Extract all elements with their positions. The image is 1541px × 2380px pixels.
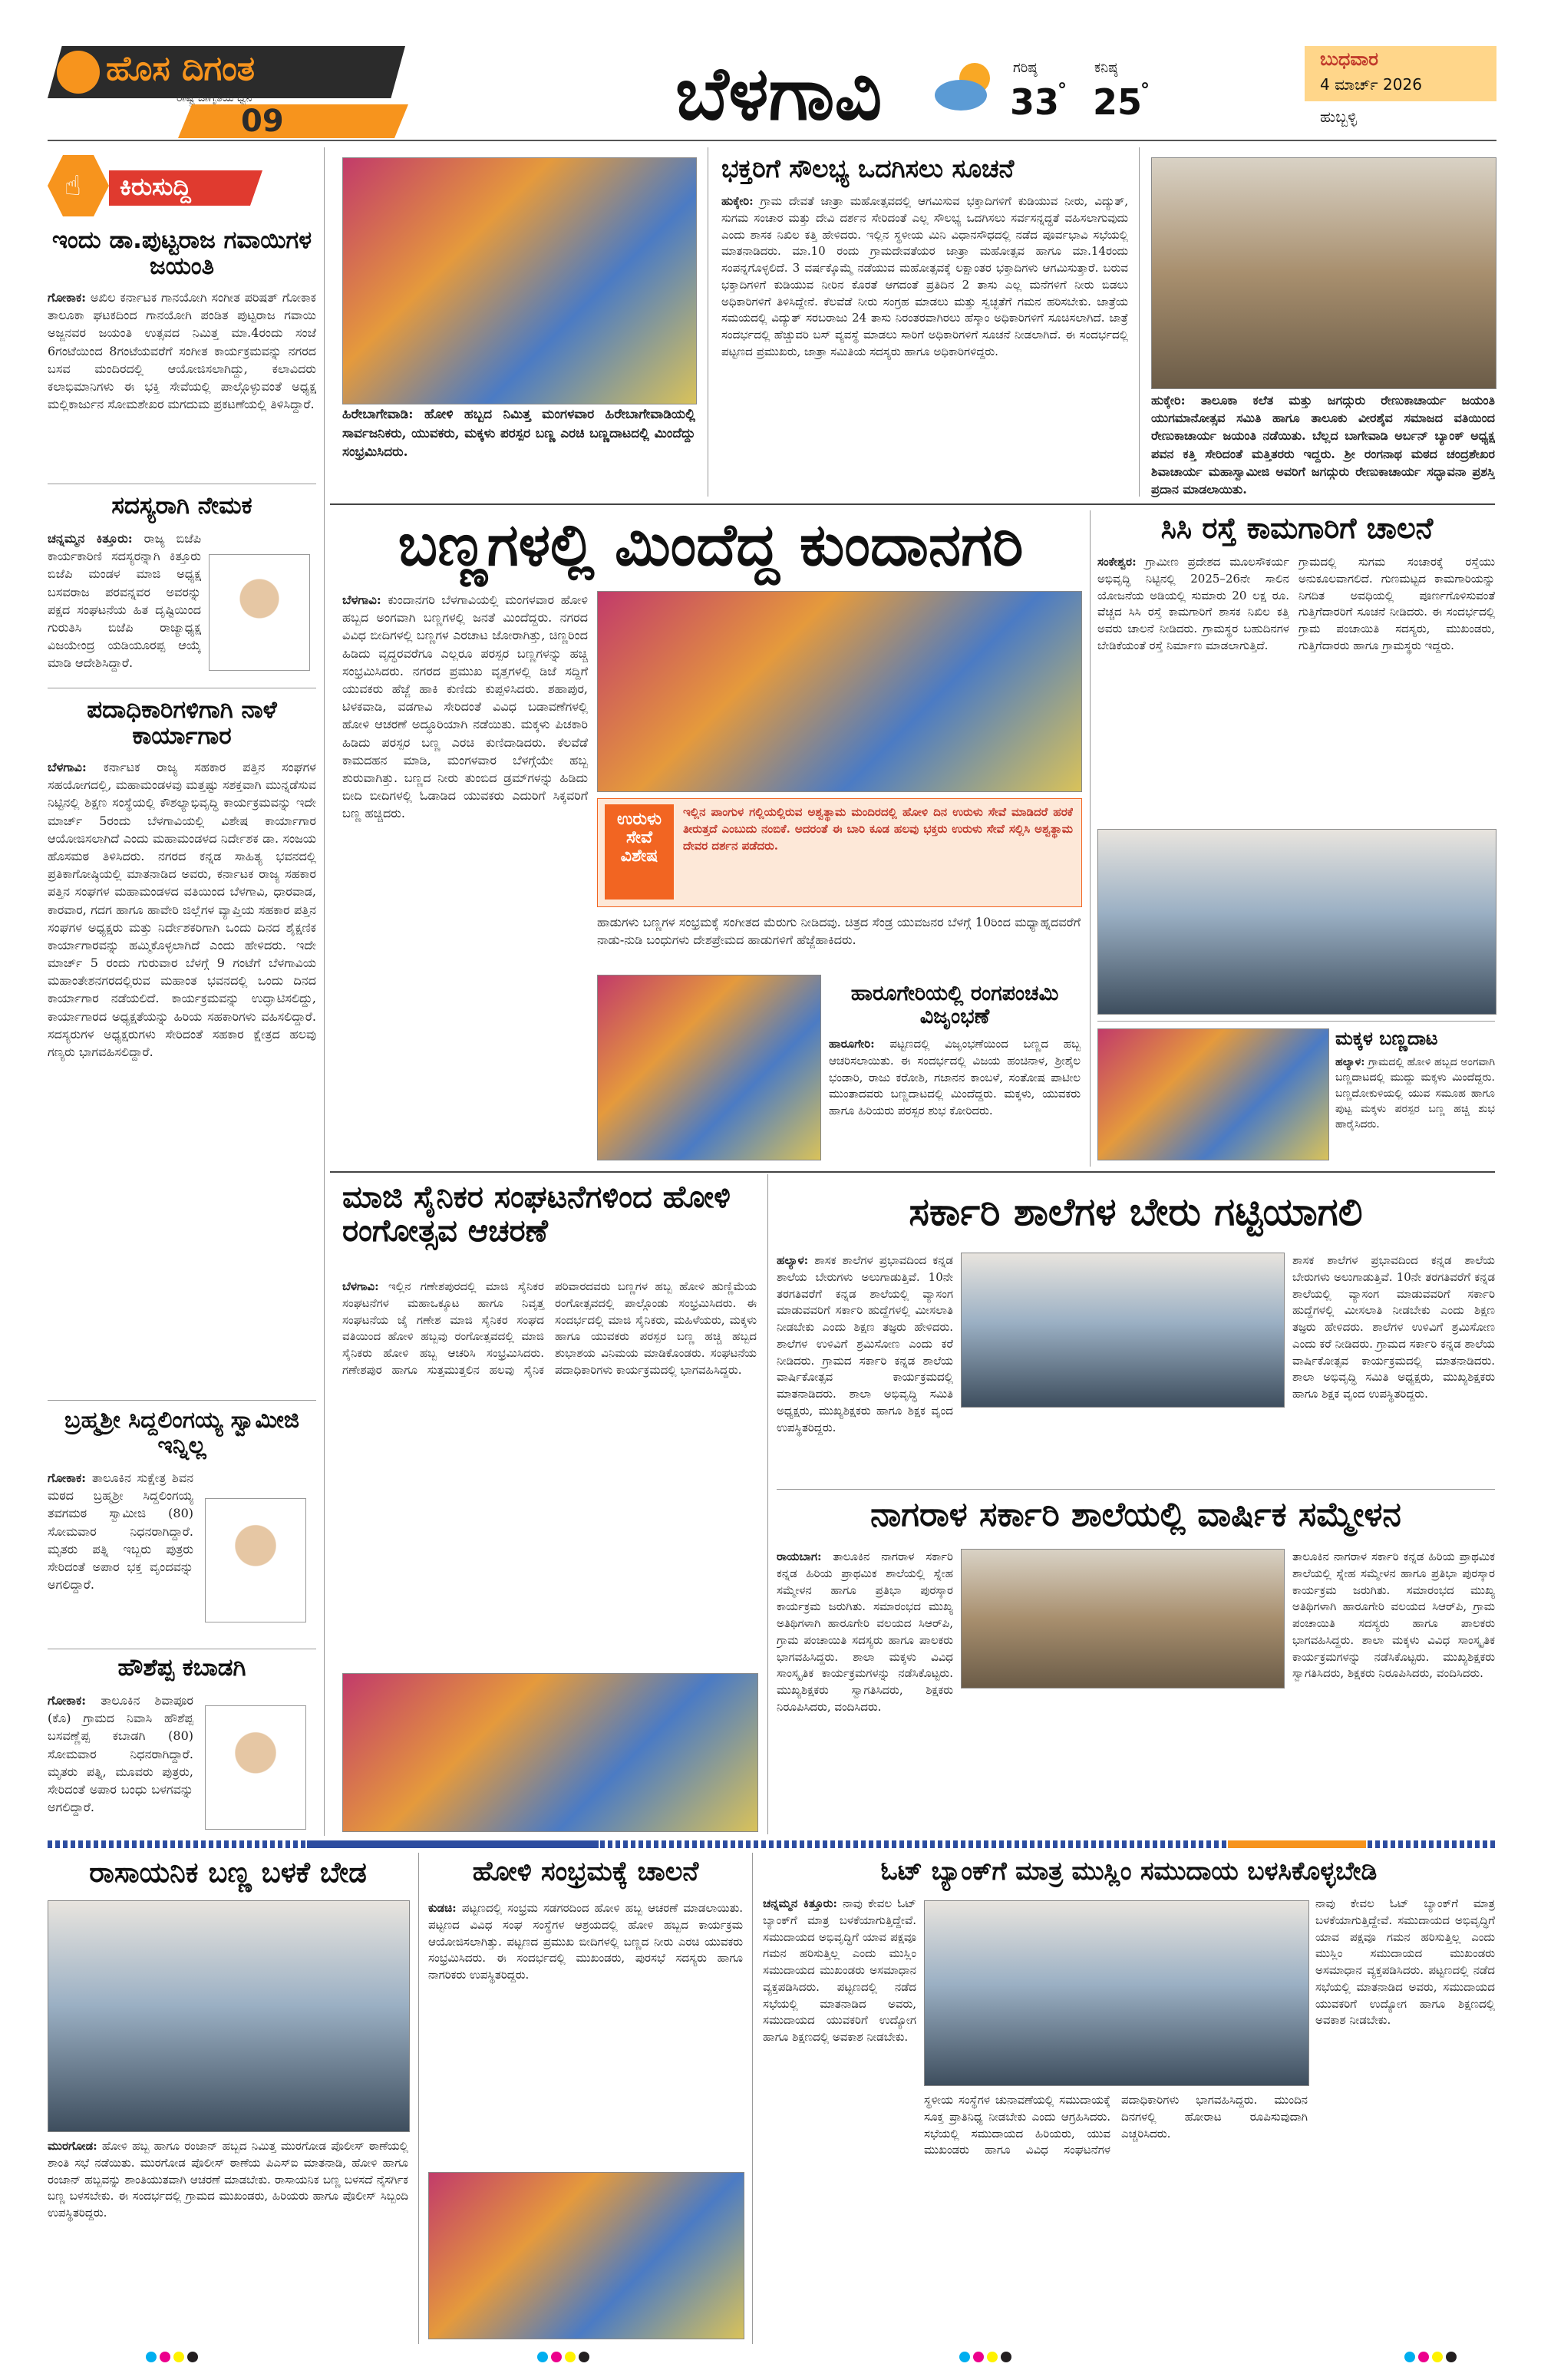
logo-emblem	[57, 51, 100, 94]
vote-body-right: ನಾವು ಕೇವಲ ಓಟ್ ಬ್ಯಾಂಕ್‌ಗೆ ಮಾತ್ರ ಬಳಕೆಯಾಗುತ್ತಿದ್ದೇವೆ. ಸಮುದಾಯದ ಅಭಿವೃದ್ಧಿಗೆ ಯಾವ ಪಕ್ಷವೂ ಗಮನ ಹರಿಸುತ್ತಿಲ್ಲ ಎಂದು ಮುಸ್ಲಿಂ ಸಮುದಾಯದ ಮುಖಂಡರು ಅಸಮಾಧಾನ ವ್ಯಕ್ತಪಡಿಸಿದರು. ಪಟ್ಟಣದಲ್ಲಿ ನಡೆದ ಸಭೆಯಲ್ಲಿ ಮಾತನಾಡಿದ ಅವರು, ಸಮುದಾಯದ ಯುವಕರಿಗೆ ಉದ್ಯೋಗ ಹಾಗೂ ಶಿಕ್ಷಣದಲ್ಲಿ ಅವಕಾಶ ನೀಡಬೇಕು.	[1315, 1896, 1495, 2028]
chem-text: ಹೋಳಿ ಹಬ್ಬ ಹಾಗೂ ರಂಜಾನ್ ಹಬ್ಬದ ನಿಮಿತ್ತ ಮುರಗೋಡ ಪೊಲೀಸ್ ಠಾಣೆಯಲ್ಲಿ ಶಾಂತಿ ಸಭೆ ನಡೆಯಿತು. ಮುರಗೋಡ ಪೊಲೀಸ್ ಠಾಣೆಯ ಪಿಎಸ್‌ಐ ಮಾತನಾಡಿ, ಹೋಳಿ ಹಾಗೂ ರಂಜಾನ್ ಹಬ್ಬವನ್ನು ಶಾಂತಿಯುತವಾಗಿ ಆಚರಣೆ ಮಾಡಬೇಕು. ರಾಸಾಯನಿಕ ಬಣ್ಣ ಬಳಸದೆ ನೈಸರ್ಗಿಕ ಬಣ್ಣ ಬಳಸಬೇಕು. ಈ ಸಂದರ್ಭದಲ್ಲಿ ಗ್ರಾಮದ ಮುಖಂಡರು, ಹಿರಿಯರು ಹಾಗೂ ಪೊಲೀಸ್ ಸಿಬ್ಬಂದಿ ಉಪಸ್ಥಿತರಿದ್ದರು.	[48, 2139, 408, 2220]
logo-tagline: ರಾಷ್ಟ್ರ ಜಾಗೃತಿಯ ಧ್ವನಿ	[177, 92, 252, 104]
school-photo	[961, 1253, 1285, 1408]
story-text: ಗ್ರಾಮ ದೇವತೆ ಜಾತ್ರಾ ಮಹೋತ್ಸವದಲ್ಲಿ ಆಗಮಿಸುವ ಭಕ್ತಾದಿಗಳಿಗೆ ಕುಡಿಯುವ ನೀರು, ವಿದ್ಯುತ್, ಸುಗಮ ಸಂಚಾರ ಮತ್ತು ದೇವಿ ದರ್ಶನ ಸೇರಿದಂತೆ ಎಲ್ಲ ಸೌಲಭ್ಯ ಒದಗಿಸಲು ಸರ್ವಸನ್ನದ್ಧತೆ ವಹಿಸಲಾಗುವುದು ಎಂದು ಶಾಸಕ ನಿಖಿಲ ಕತ್ತಿ ಹೇಳಿದರು. ಇಲ್ಲಿನ ಸ್ಥಳೀಯ ಮಿನಿ ವಿಧಾನಸೌಧದಲ್ಲಿ ನಡೆದ ಪೂರ್ವಭಾವಿ ಸಭೆಯಲ್ಲಿ ಮಾತನಾಡಿದರು. ಮಾ.10 ರಂದು ಗ್ರಾಮದೇವತೆಯರ ಜಾತ್ರಾ ಮಹೋತ್ಸವ ಹಾಗೂ ಮಾ.14ರಂದು ಸಂಪನ್ನಗೊಳ್ಳಲಿದೆ. 3 ವರ್ಷಕ್ಕೊಮ್ಮೆ ನಡೆಯುವ ಮಹೋತ್ಸವಕ್ಕೆ ಲಕ್ಷಾಂತರ ಭಕ್ತಾದಿಗಳು ಆಗಮಿಸುತ್ತಾರೆ. ಬರುವ ಭಕ್ತಾದಿಗಳಿಗೆ ಕುಡಿಯುವ ನೀರಿನ ಕೊರತೆ ಆಗದಂತೆ ಪ್ರತಿದಿನ 2 ತಾಸು ಎಲ್ಲ ಮನೆಗಳಿಗೆ ನೀರು ಬಿಡಲು ಅಧಿಕಾರಿಗಳಿಗೆ ತಿಳಿಸಿದ್ದೇನೆ. ಕೆಲವೆಡೆ ನೀರು ಸಂಗ್ರಹ ಮಾಡಲು ಮತ್ತು ಸ್ವಚ್ಛತೆಗೆ ಗಮನ ಹರಿಸಬೇಕು. ಜಾತ್ರೆಯ ಸಮಯದಲ್ಲಿ ವಿದ್ಯುತ್ ಸರಬರಾಜು 24 ತಾಸು ನಿರಂತರವಾಗಿರಲು ಹೆಸ್ಕಾಂ ಅಧಿಕಾರಿಗಳಿಗೆ ಸೂಚಿಸಲಾಗಿದೆ. ಜಾತ್ರೆ ಸಂದರ್ಭದಲ್ಲಿ ಹೆಚ್ಚುವರಿ ಬಸ್ ವ್ಯವಸ್ಥೆ ಮಾಡಲು ಸಾರಿಗೆ ಅಧಿಕಾರಿಗಳಿಗೆ ಸೂಚನೆ ನೀಡಲಾಗಿದೆ. ಈ ಸಂದರ್ಭದಲ್ಲಿ ಪಟ್ಟಣದ ಪ್ರಮುಖರು, ಜಾತ್ರಾ ಸಮಿತಿಯ ಸದಸ್ಯರು ಹಾಗೂ ಅಧಿಕಾರಿಗಳಿದ್ದರು.	[721, 194, 1128, 358]
photo-caption: ಹುಕ್ಕೇರಿ: ತಾಲೂಕಾ ಕಲೆತ ಮತ್ತು ಜಗದ್ಗುರು ರೇಣುಕಾಚಾರ್ಯ ಜಯಂತಿ ಯುಗಮಾನೋತ್ಸವ ಸಮಿತಿ ಹಾಗೂ ತಾಲೂಕು ವೀರಶೈವ ಸಮಾಜದ ವತಿಯಿಂದ ರೇಣುಕಾಚಾರ್ಯ ಜಯಂತಿ ನಡೆಯಿತು. ಬೆಲ್ಲದ ಬಾಗೇವಾಡಿ ಅರ್ಬನ್ ಬ್ಯಾಂಕ್ ಅಧ್ಯಕ್ಷ ಪವನ ಕತ್ತಿ ಸೇರಿದಂತೆ ಮತ್ತಿತರರು ಇದ್ದರು. ಶ್ರೀ ರಂಗನಾಥ ಮಠದ ಚಂದ್ರಶೇಖರ ಶಿವಾಚಾರ್ಯ ಮಹಾಸ್ವಾಮೀಜಿ ಅವರಿಗೆ ಜಗದ್ಗುರು ರೇಣುಕಾಚಾರ್ಯ ಸದ್ಭಾವನಾ ಪ್ರಶಸ್ತಿ ಪ್ರದಾನ ಮಾಡಲಾಯಿತು.	[1151, 393, 1495, 497]
brief-text: ರಾಜ್ಯ ಬಿಜೆಪಿ ಕಾರ್ಯಕಾರಿಣಿ ಸದಸ್ಯರನ್ನಾಗಿ ಕಿತ್ತೂರು ಬಿಜೆಪಿ ಮಂಡಳ ಮಾಜಿ ಅಧ್ಯಕ್ಷ ಬಸವರಾಜ ಪರವನ್ನವರ ಅವರನ್ನು ಪಕ್ಷದ ಸಂಘಟನೆಯ ಹಿತ ದೃಷ್ಟಿಯಿಂದ ಗುರುತಿಸಿ ಬಿಜೆಪಿ ರಾಜ್ಯಾಧ್ಯಕ್ಷ ವಿಜಯೇಂದ್ರ ಯಡಿಯೂರಪ್ಪ ಆಯ್ಕೆ ಮಾಡಿ ಆದೇಶಿಸಿದ್ದಾರೆ.	[48, 531, 201, 671]
section-rule	[330, 1171, 1495, 1173]
veterans-text: ಇಲ್ಲಿನ ಗಣೇಶಪುರದಲ್ಲಿ ಮಾಜಿ ಸೈನಿಕರ ಸಂಘಟನೆಗಳ ಮಹಾಒಕ್ಕೂಟ ಹಾಗೂ ನಿವೃತ್ತ ಸಂಘಟನೆಯ ಜೈ ಗಣೇಶ ಮಾಜಿ ಸೈನಿಕರ ಸಂಘದ ವತಿಯಿಂದ ಹೋಳಿ ಹಬ್ಬವು ರಂಗೋತ್ಸವದಲ್ಲಿ ಮಾಜಿ ಸೈನಿಕರು ಹೋಳಿ ಹಬ್ಬ ಆಚರಿಸಿ ಸಂಭ್ರಮಿಸಿದರು. ಗಣೇಶಪುರ ಹಾಗೂ ಸುತ್ತಮುತ್ತಲಿನ ಹಲವು ಸೈನಿಕ ಪರಿವಾರದವರು ಬಣ್ಣಗಳ ಹಬ್ಬ ಹೋಳಿ ಹುಣ್ಣಿಮೆಯ ರಂಗೋತ್ಸವದಲ್ಲಿ ಪಾಲ್ಗೊಂಡು ಸಂಭ್ರಮಿಸಿದರು. ಈ ಸಂದರ್ಭದಲ್ಲಿ ಮಾಜಿ ಸೈನಿಕರು, ಮಹಿಳೆಯರು, ಮಕ್ಕಳು ಹಾಗೂ ಯುವಕರು ಪರಸ್ಪರ ಬಣ್ಣ ಹಚ್ಚಿ ಹಬ್ಬದ ಶುಭಾಶಯ ವಿನಿಮಯ ಮಾಡಿಕೊಂಡರು. ಸಂಘಟನೆಯ ಪದಾಧಿಕಾರಿಗಳು ಕಾರ್ಯಕ್ರಮದಲ್ಲಿ ಭಾಗವಹಿಸಿದ್ದರು.	[342, 1279, 757, 1377]
brief-text: ಅಖಿಲ ಕರ್ನಾಟಕ ಗಾನಯೋಗಿ ಸಂಗೀತ ಪರಿಷತ್ ಗೋಕಾಕ ತಾಲೂಕಾ ಘಟಕದಿಂದ ಗಾನಯೋಗಿ ಪಂಡಿತ ಪುಟ್ಟರಾಜ ಗವಾಯಿ ಅಜ್ಜನವರ ಜಯಂತಿ ಉತ್ಸವದ ನಿಮಿತ್ತ ಮಾ.4ರಂದು ಸಂಜೆ 6ಗಂಟೆಯಿಂದ 8ಗಂಟೆಯವರೆಗೆ ಸಂಗೀತ ಕಾರ್ಯಕ್ರಮವನ್ನು ನಗರದ ಬಸವ ಮಂದಿರದಲ್ಲಿ ಆಯೋಜಿಸಲಾಗಿದ್ದು, ಕಲಾವಿದರು ಕಲಾಭಿಮಾನಿಗಳು ಈ ಭಕ್ತಿ ಸೇವೆಯಲ್ಲಿ ಪಾಲ್ಗೊಳ್ಳುವಂತೆ ಅಧ್ಯಕ್ಷ ಮಲ್ಲಿಕಾರ್ಜುನ ಸೋಮಶೇಖರ ಮಗದುಮ ಪ್ರಕಟಣೆಯಲ್ಲಿ ತಿಳಿಸಿದ್ದಾರೆ.	[48, 290, 316, 412]
annual-byline: ರಾಯಬಾಗ:	[777, 1550, 822, 1563]
color-registration-marks	[537, 2352, 589, 2362]
magenta-mark	[551, 2352, 562, 2362]
story-headline: ಭಕ್ತರಿಗೆ ಸೌಲಭ್ಯ ಒದಗಿಸಲು ಸೂಚನೆ	[721, 153, 1015, 183]
hand-icon: ☝	[64, 170, 81, 202]
brief-byline: ಬೆಳಗಾವಿ:	[48, 760, 87, 774]
kids-body	[1335, 1055, 1495, 1162]
kudachi-photo	[428, 2172, 744, 2339]
magenta-mark	[1418, 2352, 1429, 2362]
section-rule	[1097, 1021, 1495, 1022]
edition-title: ಬೆಳಗಾವಿ	[675, 51, 883, 137]
school-byline: ಹಲ್ಯಾಳ:	[777, 1253, 809, 1267]
max-temp-label: ಗರಿಷ್ಠ	[1013, 60, 1038, 76]
veterans-byline: ಬೆಳಗಾವಿ:	[342, 1279, 379, 1293]
min-temp-label: ಕನಿಷ್ಠ	[1094, 60, 1118, 76]
vote-body-mid: ಸ್ಥಳೀಯ ಸಂಸ್ಥೆಗಳ ಚುನಾವಣೆಯಲ್ಲಿ ಸಮುದಾಯಕ್ಕೆ ಸೂಕ್ತ ಪ್ರಾತಿನಿಧ್ಯ ನೀಡಬೇಕು ಎಂದು ಆಗ್ರಹಿಸಿದರು. ಸಭೆಯಲ್ಲಿ ಸಮುದಾಯದ ಹಿರಿಯರು, ಯುವ ಮುಖಂಡರು ಹಾಗೂ ವಿವಿಧ ಸಂಘಟನೆಗಳ ಪದಾಧಿಕಾರಿಗಳು ಭಾಗವಹಿಸಿದ್ದರು. ಮುಂದಿನ ದಿನಗಳಲ್ಲಿ ಹೋರಾಟ ರೂಪಿಸುವುದಾಗಿ ಎಚ್ಚರಿಸಿದರು.	[924, 2093, 1308, 2157]
portrait-photo	[205, 1705, 306, 1830]
sub-text: ಪಟ್ಟಣದಲ್ಲಿ ವಿಜೃಂಭಣೆಯಿಂದ ಬಣ್ಣದ ಹಬ್ಬ ಆಚರಿಸಲಾಯಿತು. ಈ ಸಂದರ್ಭದಲ್ಲಿ ವಿಜಯ ಹಂಚಿನಾಳ, ಶ್ರೀಶೈಲ ಭಂಡಾರಿ, ರಾಜು ಕರೋಶಿ, ಗಜಾನನ ಕಾಂಬಳೆ, ಸಂತೋಷ ಪಾಟೀಲ ಮುಂತಾದವರು ಬಣ್ಣದಾಟದಲ್ಲಿ ಮಿಂದೆದ್ದರು. ಮಕ್ಕಳು, ಯುವಕರು ಹಾಗೂ ಹಿರಿಯರು ಪರಸ್ಪರ ಶುಭ ಕೋರಿದರು.	[829, 1037, 1081, 1117]
yellow-mark	[987, 2352, 998, 2362]
masthead-rule	[48, 140, 1496, 141]
portrait-photo	[209, 554, 310, 671]
veterans-photo	[342, 1673, 758, 1832]
meeting-photo	[924, 1900, 1309, 2086]
cyan-mark	[146, 2352, 157, 2362]
road-body-b: ಗ್ರಾಮದಲ್ಲಿ ಸುಗಮ ಸಂಚಾರಕ್ಕೆ ರಸ್ತೆಯು ಅನುಕೂಲವಾಗಲಿದೆ. ಗುಣಮಟ್ಟದ ಕಾಮಗಾರಿಯನ್ನು ನಿಗದಿತ ಅವಧಿಯಲ್ಲಿ ಪೂರ್ಣಗೊಳಿಸುವಂತೆ ಗುತ್ತಿಗೆದಾರರಿಗೆ ಸೂಚನೆ ನೀಡಿದರು. ಈ ಸಂದರ್ಭದಲ್ಲಿ ಗ್ರಾಮ ಪಂಚಾಯಿತಿ ಸದಸ್ಯರು, ಮುಖಂಡರು, ಗುತ್ತಿಗೆದಾರರು ಹಾಗೂ ಗ್ರಾಮಸ್ಥರು ಇದ್ದರು.	[1298, 555, 1495, 652]
chem-byline: ಮುರಗೋಡ:	[48, 2139, 97, 2153]
column-rule	[1139, 147, 1140, 497]
annual-body	[777, 1549, 953, 1833]
lead-body	[342, 591, 588, 1228]
cyan-mark	[959, 2352, 970, 2362]
brief-headline: ಬ್ರಹ್ಮಶ್ರೀ ಸಿದ್ದಲಿಂಗಯ್ಯ ಸ್ವಾಮೀಜಿ ಇನ್ನಿಲ್ಲ	[64, 1407, 300, 1459]
info-box-text: ಇಲ್ಲಿನ ಪಾಂಗುಳ ಗಲ್ಲಿಯಲ್ಲಿರುವ ಅಶ್ವತ್ಥಾಮ ಮಂದಿರದಲ್ಲಿ ಹೋಳಿ ದಿನ ಉರುಳು ಸೇವೆ ಮಾಡಿದರೆ ಹರಕೆ ತೀರುತ್ತದೆ ಎಂಬುದು ನಂಬಿಕೆ. ಅದರಂತೆ ಈ ಬಾರಿ ಕೂಡ ಹಲವು ಭಕ್ತರು ಉರುಳು ಸೇವೆ ಸಲ್ಲಿಸಿ ಅಶ್ವತ್ಥಾಮ ದೇವರ ದರ್ಶನ ಪಡೆದರು.	[683, 805, 1073, 853]
portrait-photo	[205, 1498, 306, 1622]
road-byline: ಸಂಕೇಶ್ವರ:	[1097, 555, 1137, 569]
kids-headline: ಮಕ್ಕಳ ಬಣ್ಣದಾಟ	[1335, 1028, 1438, 1049]
color-registration-marks	[146, 2352, 198, 2362]
school-headline: ಸರ್ಕಾರಿ ಶಾಲೆಗಳ ಬೇರು ಗಟ್ಟಿಯಾಗಲಿ	[909, 1190, 1363, 1234]
road-body	[1097, 554, 1289, 823]
lead-text: ಕುಂದಾನಗರಿ ಬೆಳಗಾವಿಯಲ್ಲಿ ಮಂಗಳವಾರ ಹೋಳಿ ಹಬ್ಬದ ಅಂಗವಾಗಿ ಬಣ್ಣಗಳಲ್ಲಿ ಜನತೆ ಮಿಂದೆದ್ದರು. ನಗರದ ವಿವಿಧ ಬೀದಿಗಳಲ್ಲಿ ಬಣ್ಣಗಳ ಎರಚಾಟ ಜೋರಾಗಿತ್ತು, ಚಿಣ್ಣರಿಂದ ಹಿಡಿದು ವೃದ್ಧರವರೆಗೂ ಎಲ್ಲರೂ ಪರಸ್ಪರ ಬಣ್ಣಗಳನ್ನು ಹಚ್ಚಿ ಸಂಭ್ರಮಿಸಿದರು. ನಗರದ ಪ್ರಮುಖ ವೃತ್ತಗಳಲ್ಲಿ ಡಿಜೆ ಸದ್ದಿಗೆ ಯುವಕರು ಹೆಜ್ಜೆ ಹಾಕಿ ಕುಣಿದು ಕುಪ್ಪಳಿಸಿದರು. ಶಹಾಪುರ, ಟಿಳಕವಾಡಿ, ವಡಗಾವಿ ಸೇರಿದಂತೆ ವಿವಿಧ ಬಡಾವಣೆಗಳಲ್ಲಿ ಹೋಳಿ ಆಚರಣೆ ಅದ್ಧೂರಿಯಾಗಿ ನಡೆಯಿತು. ಮಕ್ಕಳು ಪಿಚಕಾರಿ ಹಿಡಿದು ಪರಸ್ಪರ ಬಣ್ಣ ಎರಚಿ ಕುಣಿದಾಡಿದರು. ಕೆಲವೆಡೆ ಕಾಮದಹನ ಮಾಡಿ, ಮಂಗಳವಾರ ಬೆಳಗ್ಗೆಯೇ ಹಬ್ಬ ಶುರುವಾಗಿತ್ತು. ಬಣ್ಣದ ನೀರು ತುಂಬಿದ ಡ್ರಮ್‌ಗಳನ್ನು ಹಿಡಿದು ಬೀದಿ ಬೀದಿಗಳಲ್ಲಿ ಓಡಾಡಿದ ಯುವಕರು ಎದುರಿಗೆ ಸಿಕ್ಕವರಿಗೆ ಬಣ್ಣ ಹಚ್ಚಿದರು.	[342, 593, 588, 821]
school-body-right: ಶಾಸಕ ಶಾಲೆಗಳ ಪ್ರಭಾವದಿಂದ ಕನ್ನಡ ಶಾಲೆಯ ಬೇರುಗಳು ಅಲುಗಾಡುತ್ತಿವೆ. 10ನೇ ತರಗತಿವರೆಗೆ ಕನ್ನಡ ಶಾಲೆಯಲ್ಲಿ ವ್ಯಾಸಂಗ ಮಾಡುವವರಿಗೆ ಸರ್ಕಾರಿ ಹುದ್ದೆಗಳಲ್ಲಿ ಮೀಸಲಾತಿ ನೀಡಬೇಕು ಎಂದು ಶಿಕ್ಷಣ ತಜ್ಞರು ಹೇಳಿದರು. ಶಾಲೆಗಳ ಉಳಿವಿಗೆ ಶ್ರಮಿಸೋಣ ಎಂದು ಕರೆ ನೀಡಿದರು. ಗ್ರಾಮದ ಸರ್ಕಾರಿ ಕನ್ನಡ ಶಾಲೆಯ ವಾರ್ಷಿಕೋತ್ಸವ ಕಾರ್ಯಕ್ರಮದಲ್ಲಿ ಮಾತನಾಡಿದರು. ಶಾಲಾ ಅಭಿವೃದ್ಧಿ ಸಮಿತಿ ಅಧ್ಯಕ್ಷರು, ಮುಖ್ಯಶಿಕ್ಷಕರು ಹಾಗೂ ಶಿಕ್ಷಕ ವೃಂದ ಉಪಸ್ಥಿತರಿದ್ದರು.	[1292, 1253, 1495, 1401]
black-mark	[1001, 2352, 1011, 2362]
school-text: ಶಾಸಕ ಶಾಲೆಗಳ ಪ್ರಭಾವದಿಂದ ಕನ್ನಡ ಶಾಲೆಯ ಬೇರುಗಳು ಅಲುಗಾಡುತ್ತಿವೆ. 10ನೇ ತರಗತಿವರೆಗೆ ಕನ್ನಡ ಶಾಲೆಯಲ್ಲಿ ವ್ಯಾಸಂಗ ಮಾಡುವವರಿಗೆ ಸರ್ಕಾರಿ ಹುದ್ದೆಗಳಲ್ಲಿ ಮೀಸಲಾತಿ ನೀಡಬೇಕು ಎಂದು ಶಿಕ್ಷಣ ತಜ್ಞರು ಹೇಳಿದರು. ಶಾಲೆಗಳ ಉಳಿವಿಗೆ ಶ್ರಮಿಸೋಣ ಎಂದು ಕರೆ ನೀಡಿದರು. ಗ್ರಾಮದ ಸರ್ಕಾರಿ ಕನ್ನಡ ಶಾಲೆಯ ವಾರ್ಷಿಕೋತ್ಸವ ಕಾರ್ಯಕ್ರಮದಲ್ಲಿ ಮಾತನಾಡಿದರು. ಶಾಲಾ ಅಭಿವೃದ್ಧಿ ಸಮಿತಿ ಅಧ್ಯಕ್ಷರು, ಮುಖ್ಯಶಿಕ್ಷಕರು ಹಾಗೂ ಶಿಕ್ಷಕ ವೃಂದ ಉಪಸ್ಥಿತರಿದ್ದರು.	[777, 1253, 953, 1434]
section-rule	[777, 1489, 1495, 1490]
brief-headline: ಪದಾಧಿಕಾರಿಗಳಿಗಾಗಿ ನಾಳೆ ಕಾರ್ಯಾಗಾರ	[87, 696, 277, 751]
story-body	[721, 193, 1128, 497]
veterans-body	[342, 1279, 757, 1616]
road-headline: ಸಿಸಿ ರಸ್ತೆ ಕಾಮಗಾರಿಗೆ ಚಾಲನೆ	[1160, 511, 1434, 545]
weather-icon	[929, 55, 1002, 117]
sub-headline: ಹಾರೂಗೇರಿಯಲ್ಲಿ ರಂಗಪಂಚಮಿ ವಿಜೃಂಭಣೆ	[850, 982, 1059, 1028]
crowd-photo	[597, 591, 1082, 792]
logo-text: ಹೊಸ ದಿಗಂತ	[106, 49, 256, 88]
info-box-label: ಉರುಳು ಸೇವೆ ವಿಶೇಷ	[617, 810, 662, 867]
brief-byline: ಗೋಕಾಕ:	[48, 1471, 87, 1485]
section-rule	[330, 503, 1495, 505]
annual-body-right: ತಾಲೂಕಿನ ನಾಗರಾಳ ಸರ್ಕಾರಿ ಕನ್ನಡ ಹಿರಿಯ ಪ್ರಾಥಮಿಕ ಶಾಲೆಯಲ್ಲಿ ಸ್ನೇಹ ಸಮ್ಮೇಳನ ಹಾಗೂ ಪ್ರತಿಭಾ ಪುರಸ್ಕಾರ ಕಾರ್ಯಕ್ರಮ ಜರುಗಿತು. ಸಮಾರಂಭದ ಮುಖ್ಯ ಅತಿಥಿಗಳಾಗಿ ಹಾರೂಗೇರಿ ವಲಯದ ಸಿಆರ್‌ಪಿ, ಗ್ರಾಮ ಪಂಚಾಯಿತಿ ಸದಸ್ಯರು ಹಾಗೂ ಪಾಲಕರು ಭಾಗವಹಿಸಿದ್ದರು. ಶಾಲಾ ಮಕ್ಕಳು ವಿವಿಧ ಸಾಂಸ್ಕೃತಿಕ ಕಾರ್ಯಕ್ರಮಗಳನ್ನು ನಡೆಸಿಕೊಟ್ಟರು. ಮುಖ್ಯಶಿಕ್ಷಕರು ಸ್ವಾಗತಿಸಿದರು, ಶಿಕ್ಷಕರು ನಿರೂಪಿಸಿದರು, ವಂದಿಸಿದರು.	[1292, 1550, 1495, 1681]
annual-text: ತಾಲೂಕಿನ ನಾಗರಾಳ ಸರ್ಕಾರಿ ಕನ್ನಡ ಹಿರಿಯ ಪ್ರಾಥಮಿಕ ಶಾಲೆಯಲ್ಲಿ ಸ್ನೇಹ ಸಮ್ಮೇಳನ ಹಾಗೂ ಪ್ರತಿಭಾ ಪುರಸ್ಕಾರ ಕಾರ್ಯಕ್ರಮ ಜರುಗಿತು. ಸಮಾರಂಭದ ಮುಖ್ಯ ಅತಿಥಿಗಳಾಗಿ ಹಾರೂಗೇರಿ ವಲಯದ ಸಿಆರ್‌ಪಿ, ಗ್ರಾಮ ಪಂಚಾಯಿತಿ ಸದಸ್ಯರು ಹಾಗೂ ಪಾಲಕರು ಭಾಗವಹಿಸಿದ್ದರು. ಶಾಲಾ ಮಕ್ಕಳು ವಿವಿಧ ಸಾಂಸ್ಕೃತಿಕ ಕಾರ್ಯಕ್ರಮಗಳನ್ನು ನಡೆಸಿಕೊಟ್ಟರು. ಮುಖ್ಯಶಿಕ್ಷಕರು ಸ್ವಾಗತಿಸಿದರು, ಶಿಕ್ಷಕರು ನಿರೂಪಿಸಿದರು, ವಂದಿಸಿದರು.	[777, 1550, 953, 1714]
lead-headline: ಬಣ್ಣಗಳಲ್ಲಿ ಮಿಂದೆದ್ದ ಕುಂದಾನಗರಿ	[398, 510, 1024, 579]
brief-byline: ಗೋಕಾಕ:	[48, 1693, 87, 1708]
color-registration-marks	[959, 2352, 1011, 2362]
black-mark	[1446, 2352, 1457, 2362]
yellow-mark	[1432, 2352, 1443, 2362]
degree-sign: °	[1058, 79, 1067, 101]
black-mark	[579, 2352, 589, 2362]
sub-byline: ಹಾರೂಗೇರಿ:	[829, 1037, 875, 1051]
yellow-mark	[173, 2352, 184, 2362]
lead-column-2	[597, 913, 1081, 969]
photo-caption: ಹಿರೇಬಾಗೇವಾಡಿ: ಹೋಳಿ ಹಬ್ಬದ ನಿಮಿತ್ತ ಮಂಗಳವಾರ ಹಿರೇಬಾಗೇವಾಡಿಯಲ್ಲಿ ಸಾರ್ವಜನಿಕರು, ಯುವಕರು, ಮಕ್ಕಳು ಪರಸ್ಪರ ಬಣ್ಣ ಎರಚಿ ಬಣ್ಣದಾಟದಲ್ಲಿ ಮಿಂದೆದ್ದು ಸಂಭ್ರಮಿಸಿದರು.	[342, 407, 695, 460]
brief-body	[48, 1469, 193, 1646]
column-rule	[418, 1853, 419, 2344]
holi-byline: ಕುಡಚಿ:	[428, 1901, 457, 1915]
brief-body	[48, 1692, 193, 1830]
cyan-mark	[537, 2352, 548, 2362]
brief-byline: ಗೋಕಾಕ:	[48, 290, 87, 305]
color-registration-marks	[1404, 2352, 1457, 2362]
police-photo	[48, 1900, 410, 2132]
chem-body	[48, 2138, 408, 2338]
strip-accent	[307, 1840, 599, 1848]
cyan-mark	[1404, 2352, 1415, 2362]
vote-byline: ಚನ್ನಮ್ಮನ ಕಿತ್ತೂರು:	[763, 1896, 837, 1910]
page-number-box	[178, 104, 408, 138]
vote-text: ನಾವು ಕೇವಲ ಓಟ್ ಬ್ಯಾಂಕ್‌ಗೆ ಮಾತ್ರ ಬಳಕೆಯಾಗುತ್ತಿದ್ದೇವೆ. ಸಮುದಾಯದ ಅಭಿವೃದ್ಧಿಗೆ ಯಾವ ಪಕ್ಷವೂ ಗಮನ ಹರಿಸುತ್ತಿಲ್ಲ ಎಂದು ಮುಸ್ಲಿಂ ಸಮುದಾಯದ ಮುಖಂಡರು ಅಸಮಾಧಾನ ವ್ಯಕ್ತಪಡಿಸಿದರು. ಪಟ್ಟಣದಲ್ಲಿ ನಡೆದ ಸಭೆಯಲ್ಲಿ ಮಾತನಾಡಿದ ಅವರು, ಸಮುದಾಯದ ಯುವಕರಿಗೆ ಉದ್ಯೋಗ ಹಾಗೂ ಶಿಕ್ಷಣದಲ್ಲಿ ಅವಕಾಶ ನೀಡಬೇಕು.	[763, 1896, 916, 2044]
annual-photo	[961, 1549, 1285, 1688]
brief-headline: ಇಂದು ಡಾ.ಪುಟ್ಟರಾಜ ಗವಾಯಿಗಳ ಜಯಂತಿ	[51, 226, 312, 281]
weekday: ಬುಧವಾರ	[1320, 48, 1378, 70]
brief-divider	[48, 1400, 316, 1401]
degree-sign: °	[1140, 79, 1150, 101]
harugeri-photo	[597, 975, 821, 1160]
award-photo	[1151, 157, 1496, 389]
page-number: 09	[241, 104, 284, 139]
holi-photo	[342, 157, 697, 404]
brief-byline: ಚನ್ನಮ್ಮನ ಕಿತ್ತೂರು:	[48, 531, 133, 546]
vote-headline: ಓಟ್ ಬ್ಯಾಂಕ್‌ಗೆ ಮಾತ್ರ ಮುಸ್ಲಿಂ ಸಮುದಾಯ ಬಳಸಿಕೊಳ್ಳಬೇಡಿ	[880, 1856, 1378, 1886]
chem-headline: ರಾಸಾಯನಿಕ ಬಣ್ಣ ಬಳಕೆ ಬೇಡ	[89, 1856, 367, 1889]
max-temp: 33	[1010, 81, 1060, 123]
yellow-mark	[565, 2352, 576, 2362]
kirusuddi-label: ಕಿರುಸುದ್ದಿ	[120, 172, 191, 201]
lead-bottom-text: ಹಾಡುಗಳು ಬಣ್ಣಗಳ ಸಂಭ್ರಮಕ್ಕೆ ಸಂಗೀತದ ಮೆರುಗು ನೀಡಿದವು. ಚಿತ್ರದ ಸೆಂಡ್ರ ಯುವಜನರ ಬೆಳಗ್ಗೆ 10ರಿಂದ ಮಧ್ಯಾಹ್ನದವರೆಗೆ ನಾಡು-ನುಡಿ ಬಂಧುಗಳು ದೇಶಪ್ರೇಮದ ಹಾಡುಗಳಿಗೆ ಹೆಜ್ಜೆಹಾಕಿದರು.	[597, 915, 1081, 948]
brief-headline: ಹೌಶೆಪ್ಪ ಕಬಾಡಗಿ	[117, 1654, 246, 1682]
column-rule	[324, 147, 325, 1836]
brief-text: ತಾಲೂಕಿನ ಸುಕ್ಷೇತ್ರ ಶಿವನ ಮಠದ ಬ್ರಹ್ಮಶ್ರೀ ಸಿದ್ದಲಿಂಗಯ್ಯ ತವಗಮಠ ಸ್ವಾಮೀಜಿ (80) ಸೋಮವಾರ ನಿಧನರಾಗಿದ್ದಾರೆ. ಮೃತರು ಪತ್ನಿ ಇಬ್ಬರು ಪುತ್ರರು ಸೇರಿದಂತೆ ಅಪಾರ ಭಕ್ತ ವೃಂದವನ್ನು ಅಗಲಿದ್ದಾರೆ.	[48, 1471, 193, 1593]
holi-text: ಪಟ್ಟಣದಲ್ಲಿ ಸಂಭ್ರಮ ಸಡಗರದಿಂದ ಹೋಳಿ ಹಬ್ಬ ಆಚರಣೆ ಮಾಡಲಾಯಿತು. ಪಟ್ಟಣದ ವಿವಿಧ ಸಂಘ ಸಂಸ್ಥೆಗಳ ಆಶ್ರಯದಲ್ಲಿ ಹೋಳಿ ಹಬ್ಬದ ಕಾರ್ಯಕ್ರಮ ಆಯೋಜಿಸಲಾಗಿತ್ತು. ಪಟ್ಟಣದ ಪ್ರಮುಖ ಬೀದಿಗಳಲ್ಲಿ ಬಣ್ಣದ ನೀರು ಎರಚಿ ಯುವಕರು ಸಂಭ್ರಮಿಸಿದರು. ಈ ಸಂದರ್ಭದಲ್ಲಿ ಮುಖಂಡರು, ಪುರಸಭೆ ಸದಸ್ಯರು ಹಾಗೂ ನಾಗರಿಕರು ಉಪಸ್ಥಿತರಿದ್ದರು.	[428, 1901, 743, 1982]
column-rule	[767, 1174, 768, 1834]
black-mark	[187, 2352, 198, 2362]
brief-text: ತಾಲೂಕಿನ ಶಿವಾಪೂರ (ಕೊ) ಗ್ರಾಮದ ನಿವಾಸಿ ಹೌಶೆಪ್ಪ ಬಸವಣ್ಣೆಪ್ಪ ಕಬಾಡಗಿ (80) ಸೋಮವಾರ ನಿಧನರಾಗಿದ್ದಾರೆ. ಮೃತರು ಪತ್ನಿ, ಮೂವರು ಪುತ್ರರು, ಸೇರಿದಂತೆ ಅಪಾರ ಬಂಧು ಬಳಗವನ್ನು ಅಗಲಿದ್ದಾರೆ.	[48, 1693, 193, 1815]
kirusuddi-column	[48, 147, 316, 1836]
magenta-mark	[973, 2352, 984, 2362]
story-byline: ಹುಕ್ಕೇರಿ:	[721, 194, 754, 208]
column-rule	[752, 1853, 753, 2344]
kids-byline: ಹಲ್ಯಾಳ:	[1335, 1056, 1365, 1068]
kids-text: ಗ್ರಾಮದಲ್ಲಿ ಹೋಳಿ ಹಬ್ಬದ ಅಂಗವಾಗಿ ಬಣ್ಣದಾಟದಲ್ಲಿ ಮುದ್ದು ಮಕ್ಕಳು ಮಿಂದೆದ್ದರು. ಬಣ್ಣದೋಕುಳಿಯಲ್ಲಿ ಯುವ ಸಮೂಹ ಹಾಗೂ ಪುಟ್ಟ ಮಕ್ಕಳು ಪರಸ್ಪರ ಬಣ್ಣ ಹಚ್ಚಿ ಶುಭ ಹಾರೈಸಿದರು.	[1335, 1056, 1495, 1131]
lead-byline: ಬೆಳಗಾವಿ:	[342, 593, 381, 607]
annual-headline: ನಾಗರಾಳ ಸರ್ಕಾರಿ ಶಾಲೆಯಲ್ಲಿ ವಾರ್ಷಿಕ ಸಮ್ಮೇಳನ	[870, 1495, 1401, 1534]
magenta-mark	[160, 2352, 170, 2362]
vote-body	[763, 1896, 916, 2341]
road-text: ಗ್ರಾಮೀಣ ಪ್ರದೇಶದ ಮೂಲಸೌಕರ್ಯ ಅಭಿವೃದ್ಧಿ ನಿಟ್ಟಿನಲ್ಲಿ 2025–26ನೇ ಸಾಲಿನ ಯೋಜನೆಯ ಅಡಿಯಲ್ಲಿ ಸುಮಾರು 20 ಲಕ್ಷ ರೂ. ವೆಚ್ಚದ ಸಿಸಿ ರಸ್ತೆ ಕಾಮಗಾರಿಗೆ ಶಾಸಕ ನಿಖಿಲ ಕತ್ತಿ ಅವರು ಚಾಲನೆ ನೀಡಿದರು. ಗ್ರಾಮಸ್ಥರ ಬಹುದಿನಗಳ ಬೇಡಿಕೆಯಂತೆ ರಸ್ತೆ ನಿರ್ಮಾಣ ಮಾಡಲಾಗುತ್ತಿದೆ.	[1097, 555, 1289, 652]
strip-accent-orange	[1228, 1840, 1366, 1848]
masthead	[0, 0, 1541, 142]
brief-headline: ಸದಸ್ಯರಾಗಿ ನೇಮಕ	[111, 492, 252, 520]
holi-headline: ಹೋಳಿ ಸಂಭ್ರಮಕ್ಕೆ ಚಾಲನೆ	[472, 1857, 699, 1887]
issue-date: 4 ಮಾರ್ಚ್ 2026	[1320, 75, 1422, 94]
column-rule	[1090, 510, 1091, 1167]
min-temp: 25	[1093, 81, 1143, 123]
sub-body	[829, 1036, 1081, 1159]
brief-text: ಕರ್ನಾಟಕ ರಾಜ್ಯ ಸಹಕಾರ ಪತ್ತಿನ ಸಂಘಗಳ ಸಹಯೋಗದಲ್ಲಿ, ಮಹಾಮಂಡಳವು ಮತ್ತಷ್ಟು ಸಶಕ್ತವಾಗಿ ಮುನ್ನಡೆಸುವ ನಿಟ್ಟಿನಲ್ಲಿ ಶಿಕ್ಷಣ ಸಂಸ್ಥೆಯಲ್ಲಿ ಕೌಶಲ್ಯಾಭಿವೃದ್ಧಿ ಕಾರ್ಯಕ್ರಮವನ್ನು ಇದೇ ಮಾರ್ಚ್ 5ರಂದು ಬೆಳಗಾವಿಯಲ್ಲಿ ವಿಶೇಷ ಕಾರ್ಯಾಗಾರ ಆಯೋಜಿಸಲಾಗಿದೆ ಎಂದು ಮಹಾಮಂಡಳದ ನಿರ್ದೇಶಕ ಡಾ. ಸಂಜಯ ಹೊಸಮಠ ತಿಳಿಸಿದರು. ನಗರದ ಕನ್ನಡ ಸಾಹಿತ್ಯ ಭವನದಲ್ಲಿ ಪ್ರತಿಕಾಗೋಷ್ಠಿಯಲ್ಲಿ ಮಾತನಾಡಿದ ಅವರು, ಕರ್ನಾಟಕ ರಾಜ್ಯ ಸಹಕಾರ ಪತ್ತಿನ ಸಂಘಗಳ ಮಹಾಮಂಡಳದ ವತಿಯಿಂದ ಬೆಳಗಾವಿ, ಧಾರವಾಡ, ಕಾರವಾರ, ಗದಗ ಹಾಗೂ ಹಾವೇರಿ ಜಿಲ್ಲೆಗಳ ವ್ಯಾಪ್ತಿಯ ಸಹಕಾರ ಪತ್ತಿನ ಸಂಘಗಳ ಅಧ್ಯಕ್ಷರು ಮತ್ತು ನಿರ್ದೇಶಕರಿಗಾಗಿ ಒಂದು ದಿನದ ಶೈಕ್ಷಣಿಕ ಕಾರ್ಯಾಗಾರವನ್ನು ಹಮ್ಮಿಕೊಳ್ಳಲಾಗಿದೆ ಎಂದು ಹೇಳಿದರು. ಇದೇ ಮಾರ್ಚ್ 5 ರಂದು ಗುರುವಾರ ಬೆಳಗ್ಗೆ 9 ಗಂಟೆಗೆ ಬೆಳಗಾವಿಯ ಮಹಾಂತೇಶನಗರದಲ್ಲಿರುವ ಮಹಾಂತ ಭವನದಲ್ಲಿ ಒಂದು ದಿನದ ಕಾರ್ಯಾಗಾರ ನಡೆಯಲಿದೆ. ಕಾರ್ಯಕ್ರಮವನ್ನು ಉದ್ಘಾಟಿಸಲಿದ್ದು, ಕಾರ್ಯಾಗಾರದ ಅಧ್ಯಕ್ಷತೆಯನ್ನು ಹಿರಿಯ ಸಹಕಾರಿಗಳು ವಹಿಸಲಿದ್ದಾರೆ. ಸದಸ್ಯರುಗಳ ಅಧ್ಯಕ್ಷರುಗಳು ಸೇರಿದಂತೆ ಸಹಕಾರ ಕ್ಷೇತ್ರದ ಹಲವು ಗಣ್ಯರು ಭಾಗವಹಿಸಲಿದ್ದಾರೆ.	[48, 760, 316, 1059]
kids-photo	[1097, 1028, 1329, 1160]
brief-body	[48, 530, 201, 683]
city-name: ಹುಬ್ಬಳ್ಳಿ	[1320, 107, 1358, 126]
veterans-headline: ಮಾಜಿ ಸೈನಿಕರ ಸಂಘಟನೆಗಳಿಂದ ಹೋಳಿ ರಂಗೋತ್ಸವ ಆಚರಣೆ	[342, 1180, 731, 1249]
road-photo	[1097, 829, 1496, 1015]
school-body	[777, 1253, 953, 1483]
